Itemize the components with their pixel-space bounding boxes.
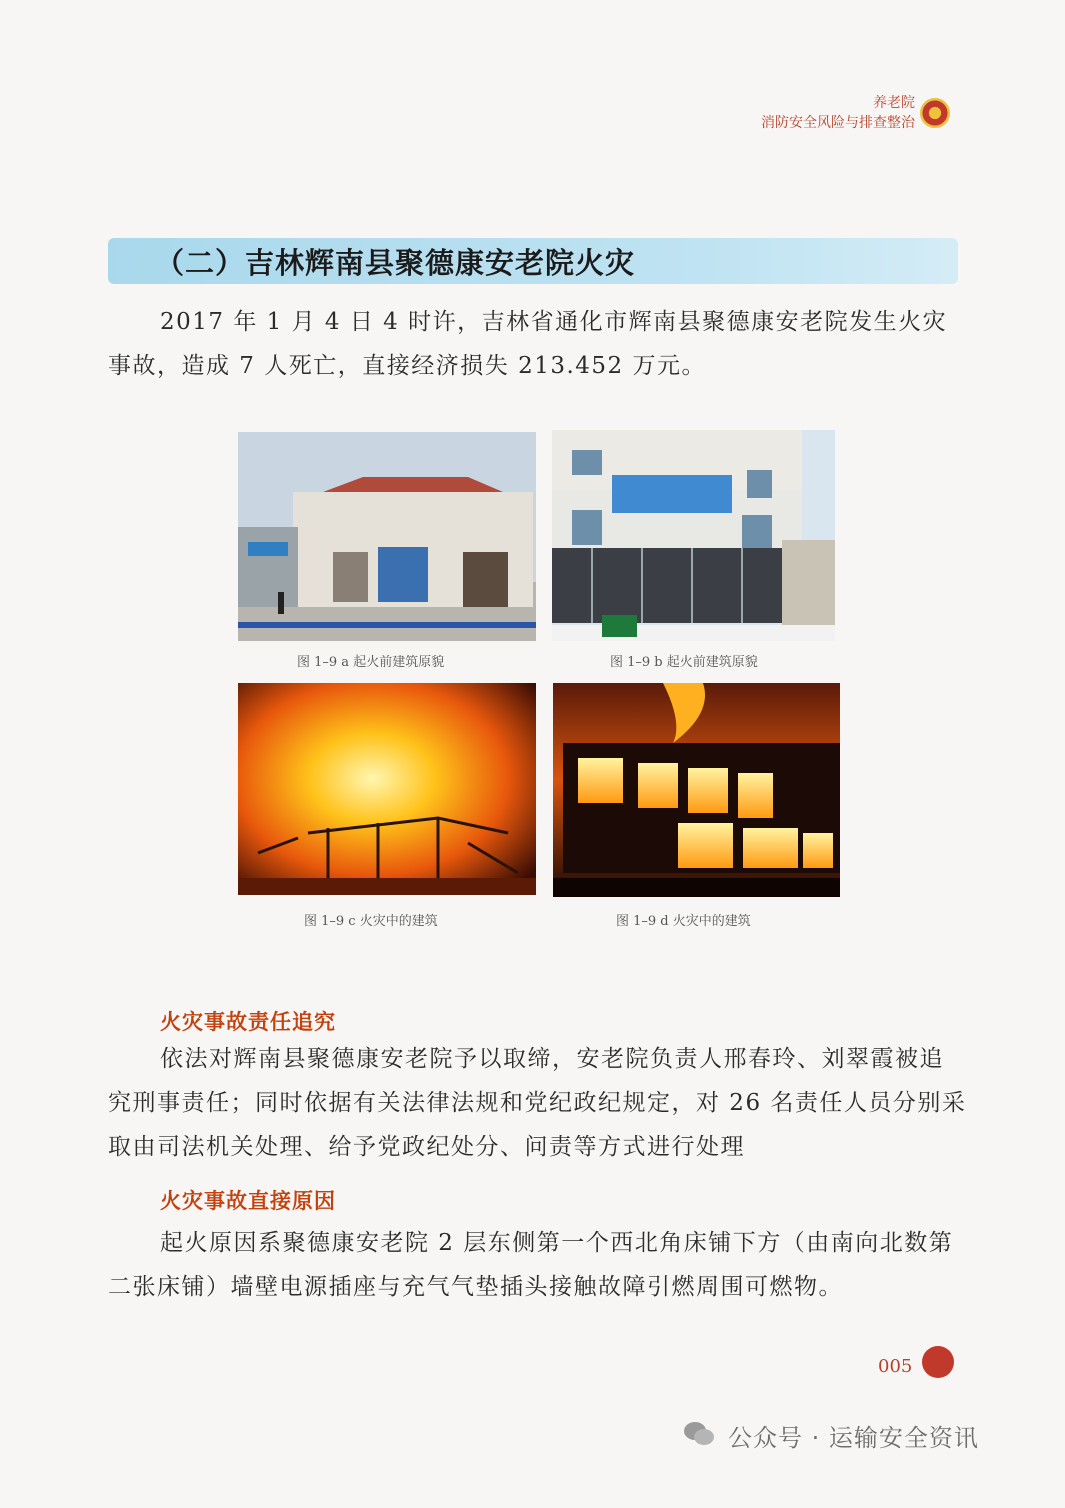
photo-building-before-b xyxy=(552,430,835,641)
photo-building-before-a xyxy=(238,432,536,641)
intro-text: 2017 年 1 月 4 日 4 时许，吉林省通化市辉南县聚德康安老院发生火灾事故，造成 7 人死亡，直接经济损失 213.452 万元。 xyxy=(108,309,948,379)
fire-rescue-emblem-icon xyxy=(920,98,950,128)
responsibility-paragraph xyxy=(108,1037,968,1169)
running-header xyxy=(761,93,915,133)
section-title: （二）吉林辉南县聚德康安老院火灾 xyxy=(155,246,636,280)
page-number: 005 xyxy=(878,1356,913,1377)
photo-building-fire-d xyxy=(553,683,840,897)
header-line-2: 消防安全风险与排查整治 xyxy=(761,115,915,131)
wechat-icon xyxy=(682,1420,716,1448)
cause-paragraph xyxy=(108,1221,968,1309)
figure-caption-b: 图 1–9 b 起火前建筑原貌 xyxy=(610,655,758,670)
watermark-text: 公众号 · 运输安全资讯 xyxy=(728,1424,979,1452)
responsibility-heading: 火灾事故责任追究 xyxy=(160,1010,336,1034)
page-number-dot-icon xyxy=(922,1346,954,1378)
figure-caption-c: 图 1–9 c 火灾中的建筑 xyxy=(304,914,438,929)
figure-caption-a: 图 1–9 a 起火前建筑原貌 xyxy=(297,655,445,670)
header-line-1: 养老院 xyxy=(873,95,915,111)
photo-building-fire-c xyxy=(238,683,536,895)
figure-caption-d: 图 1–9 d 火灾中的建筑 xyxy=(616,914,751,929)
cause-heading: 火灾事故直接原因 xyxy=(160,1189,336,1213)
responsibility-text: 依法对辉南县聚德康安老院予以取缔，安老院负责人邢春玲、刘翠霞被追究刑事责任；同时依据有关法律法规和党纪政纪规定，对 26 名责任人员分别采取由司法机关处理、给予党政纪处分、问责等方式进行处理 xyxy=(108,1046,967,1160)
intro-paragraph xyxy=(108,300,968,388)
cause-text: 起火原因系聚德康安老院 2 层东侧第一个西北角床铺下方（由南向北数第二张床铺）墙壁电源插座与充气气垫插头接触故障引燃周围可燃物。 xyxy=(108,1230,954,1300)
